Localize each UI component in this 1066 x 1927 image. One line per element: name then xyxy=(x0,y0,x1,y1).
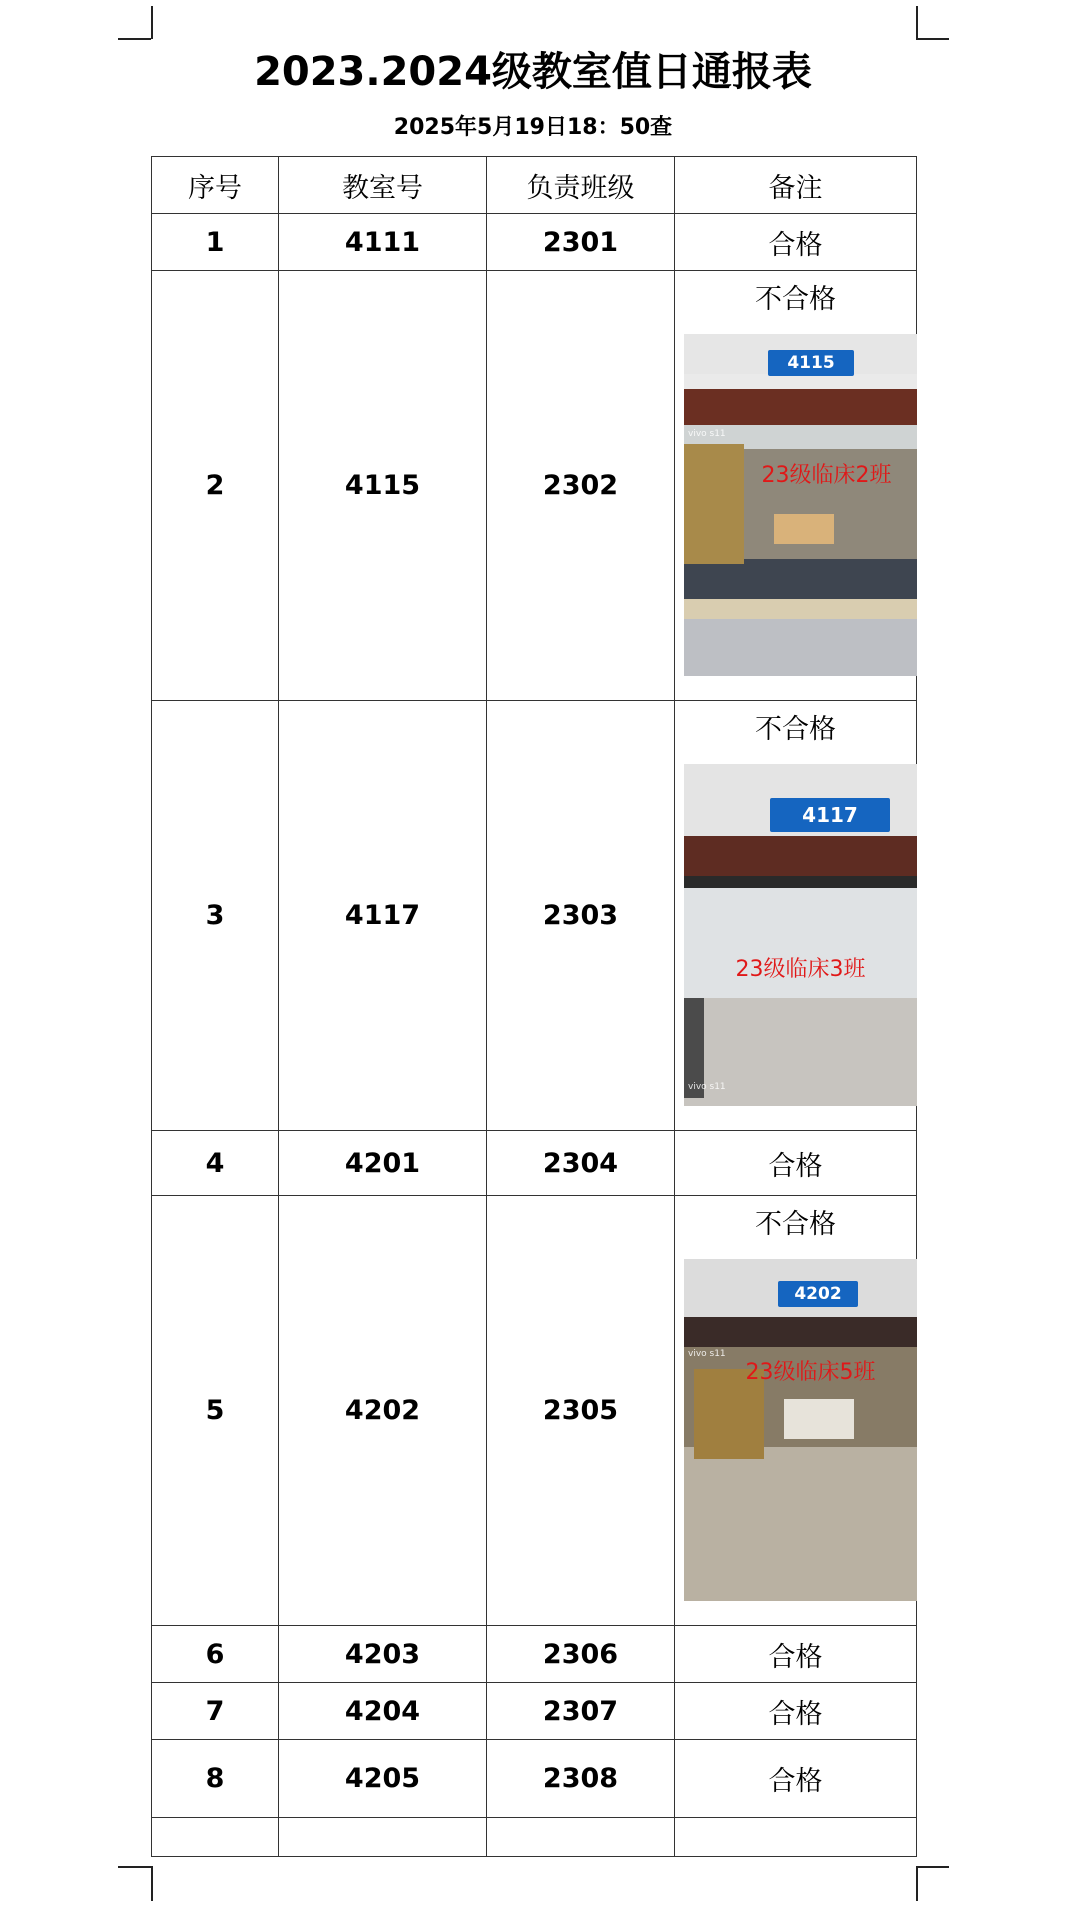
cell-seq: 1 xyxy=(152,214,279,271)
classroom-photo-4117 xyxy=(684,764,917,1106)
note-text: 不合格 xyxy=(755,1209,836,1240)
table-row xyxy=(152,271,917,701)
cell-seq: 4 xyxy=(152,1131,279,1196)
cell-note: 合格 xyxy=(675,1131,917,1196)
inspection-time: 2025年5月19日18：50查 xyxy=(393,115,673,140)
table-row xyxy=(152,214,917,271)
header-seq: 序号 xyxy=(152,157,279,214)
table-row xyxy=(152,1131,917,1196)
cell-room: 4111 xyxy=(279,214,487,271)
crop-mark-bl-h xyxy=(118,1866,151,1868)
cell-seq: 2 xyxy=(152,271,279,701)
cell-seq: 5 xyxy=(152,1196,279,1626)
room-sign: 4117 xyxy=(770,798,890,832)
cell-seq: 8 xyxy=(152,1740,279,1818)
cell-note xyxy=(675,701,917,1131)
crop-mark-bl-v xyxy=(151,1866,153,1901)
empty-cell xyxy=(487,1818,675,1857)
header-room: 教室号 xyxy=(279,157,487,214)
photo-stamp: vivo s11 xyxy=(688,429,726,439)
table-row xyxy=(152,1196,917,1626)
photo-stamp: vivo s11 xyxy=(688,1082,726,1092)
table-row xyxy=(152,701,917,1131)
cell-seq: 3 xyxy=(152,701,279,1131)
note-text: 不合格 xyxy=(755,284,836,315)
table-header-row xyxy=(152,157,917,214)
cell-note: 合格 xyxy=(675,1683,917,1740)
cell-note: 合格 xyxy=(675,214,917,271)
note-text: 不合格 xyxy=(755,714,836,745)
cell-class: 2303 xyxy=(487,701,675,1131)
table-row xyxy=(152,1683,917,1740)
cell-room: 4205 xyxy=(279,1740,487,1818)
duty-report-table xyxy=(151,156,917,1857)
cell-room: 4117 xyxy=(279,701,487,1131)
room-sign: 4202 xyxy=(778,1281,858,1307)
table-row xyxy=(152,1626,917,1683)
cell-seq: 6 xyxy=(152,1626,279,1683)
classroom-photo-4202 xyxy=(684,1259,917,1601)
cell-class: 2308 xyxy=(487,1740,675,1818)
cell-class: 2302 xyxy=(487,271,675,701)
crop-mark-br-v xyxy=(916,1866,918,1901)
photo-caption: 23级临床2班 xyxy=(761,463,892,488)
crop-mark-br-h xyxy=(916,1866,949,1868)
crop-mark-tr-v xyxy=(916,6,918,39)
table-row xyxy=(152,1740,917,1818)
crop-mark-tl-v xyxy=(151,6,153,39)
cell-room: 4201 xyxy=(279,1131,487,1196)
empty-row xyxy=(152,1818,917,1857)
cell-class: 2306 xyxy=(487,1626,675,1683)
empty-cell xyxy=(675,1818,917,1857)
cell-note: 合格 xyxy=(675,1626,917,1683)
cell-class: 2301 xyxy=(487,214,675,271)
cell-class: 2305 xyxy=(487,1196,675,1626)
header-note: 备注 xyxy=(675,157,917,214)
photo-caption: 23级临床3班 xyxy=(735,957,866,982)
cell-seq: 7 xyxy=(152,1683,279,1740)
photo-caption: 23级临床5班 xyxy=(745,1360,876,1385)
cell-note xyxy=(675,271,917,701)
cell-class: 2304 xyxy=(487,1131,675,1196)
cell-note: 合格 xyxy=(675,1740,917,1818)
cell-note xyxy=(675,1196,917,1626)
room-sign: 4115 xyxy=(768,350,854,376)
cell-class: 2307 xyxy=(487,1683,675,1740)
cell-room: 4204 xyxy=(279,1683,487,1740)
photo-stamp: vivo s11 xyxy=(688,1349,726,1359)
cell-room: 4115 xyxy=(279,271,487,701)
classroom-photo-4115 xyxy=(684,334,917,676)
document-title: 2023.2024级教室值日通报表 xyxy=(254,49,812,95)
empty-cell xyxy=(152,1818,279,1857)
empty-cell xyxy=(279,1818,487,1857)
cell-room: 4203 xyxy=(279,1626,487,1683)
header-class: 负责班级 xyxy=(487,157,675,214)
cell-room: 4202 xyxy=(279,1196,487,1626)
